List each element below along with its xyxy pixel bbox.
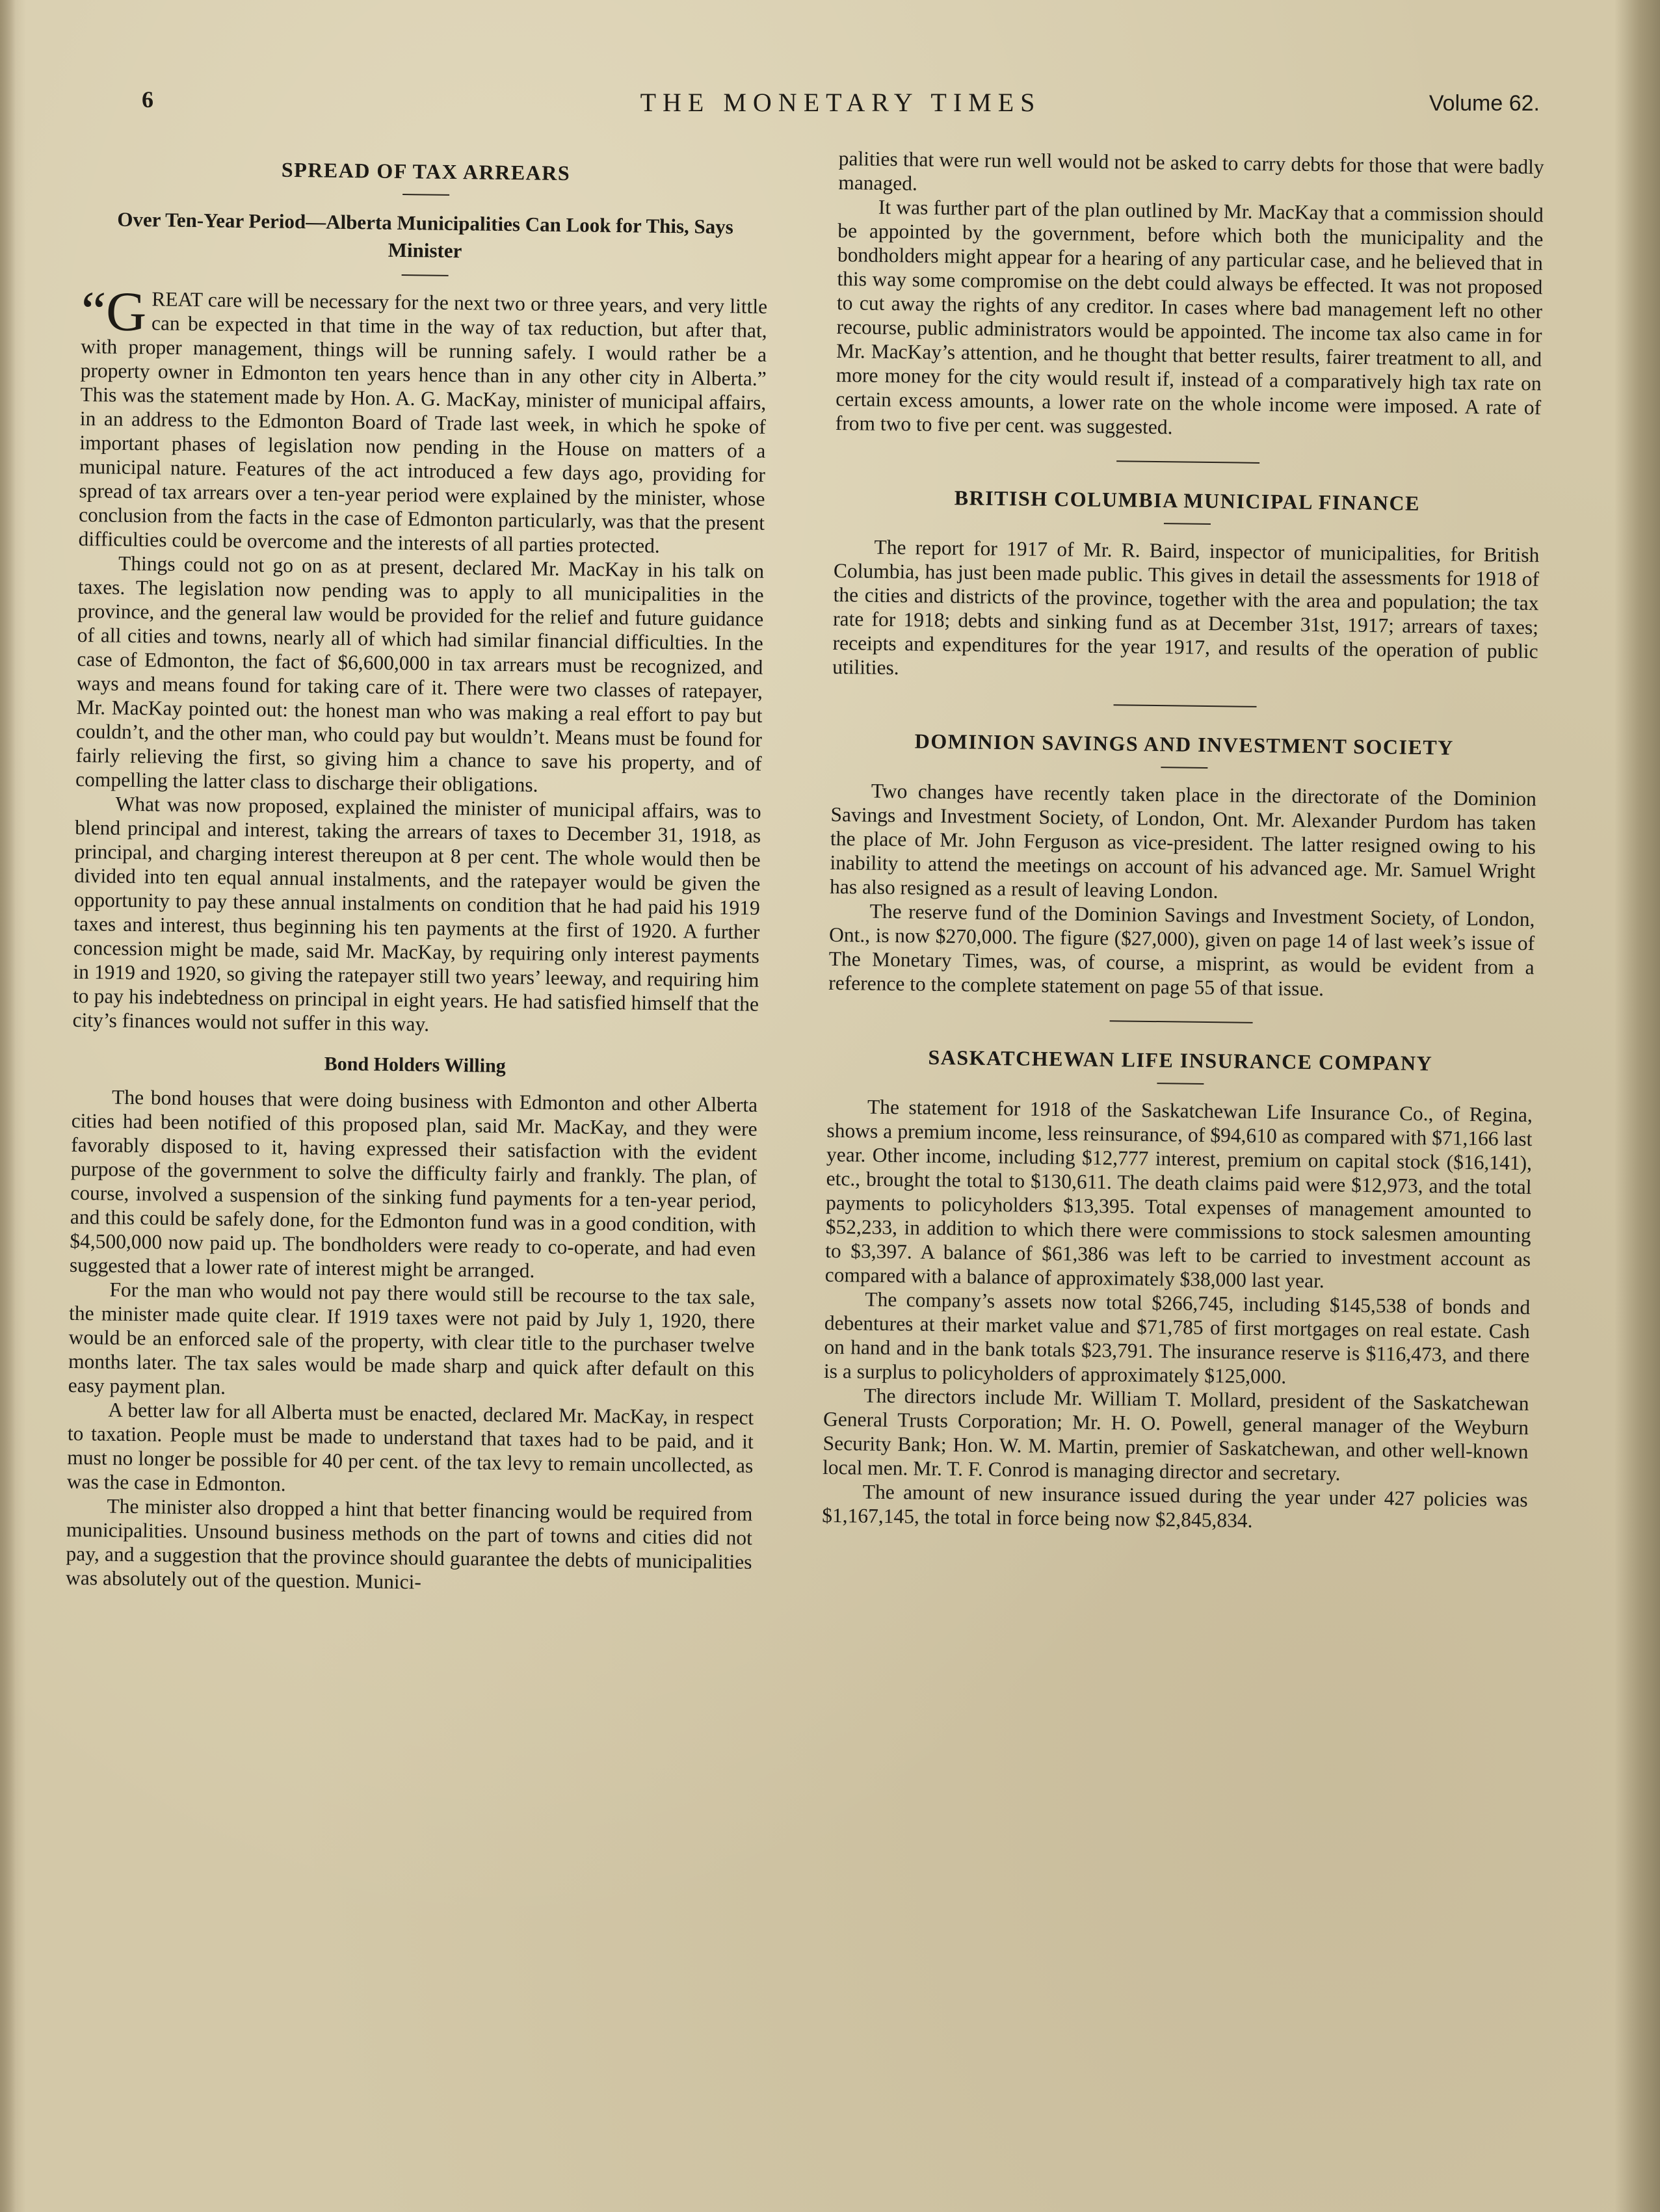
- article-paragraph: The amount of new insurance issued during the year under 427 policies was $1,167,145, the total in force being now $2,845,834.: [822, 1480, 1528, 1532]
- right-column: [822, 146, 1544, 1536]
- article-paragraph: The bond houses that were doing business with Edmonton and other Alberta cities had been notified of this proposed plan, said Mr. MacKay, and they were favorably disposed to it, having expressed their satisfaction with the evident purpose of the government to solve the difficulty fairly and frankly. The plan, of course, involved a suspension of the sinking fund payments for a ten-year period, and this could be safely done, for the Edmonton fund was in a good condition, with $4,500,000 now paid up. The bondholders were ready to co-operate, and had even suggested that a lower rate of interest might be arranged.: [69, 1085, 758, 1282]
- article-paragraph: The minister also dropped a hint that better financing would be required from municipalities. Unsound business methods on the part of towns and cities did not pay, and a suggestion that the province should guarantee the debts of municipalities was absolutely out of the question. Munici-: [65, 1494, 753, 1594]
- continued-paragraph: palities that were run well would not be asked to carry debts for those that were badly managed.: [838, 146, 1544, 195]
- headline-rule: [1161, 767, 1207, 769]
- article-paragraph: Things could not go on as at present, declared Mr. MacKay in his talk on taxes. The legislation now pending was to apply to all municipalities in the province, and the general law would be provided for the relief and future guidance of all cities and towns, nearly all of which had similar financial difficulties. In the case of Edmonton, the fact of $6,600,000 in tax arrears must be recognized, and ways and means found for taking care of it. There were two classes of ratepayer, Mr. MacKay pointed out: the honest man who was making a real effort to pay but couldn’t, and the other man, who could pay but wouldn’t. Means must be found for fairly relieving the first, so giving him a chance to save his property, and of compelling the latter class to discharge their obligations.: [75, 551, 765, 797]
- article-paragraph: The statement for 1918 of the Saskatchewan Life Insurance Co., of Regina, shows a premium income, less reinsurance, of $94,610 as compared with $71,166 last year. Other income, including $12,777 interest, premium on capital stock ($16,141), etc., brought the total to $130,611. The death claims paid were $12,973, and the total payments to policyholders $13,395. Total expenses of management amounted to $52,233, in addition to which there were commissions to stock salesmen amounting to $3,397. A balance of $61,386 was left to be carried to investment account as compared with a balance of approximately $38,000 last year.: [824, 1095, 1533, 1293]
- article-headline-saskatchewan-life: SASKATCHEWAN LIFE INSURANCE COMPANY: [928, 1045, 1433, 1075]
- article-separator-rule: [1113, 704, 1256, 707]
- page-gutter-shadow: [0, 0, 16, 2212]
- running-header: [142, 86, 1540, 125]
- headline-rule: [1163, 523, 1210, 525]
- page-edge-shadow: [1614, 0, 1660, 2212]
- article-subhead: Over Ten-Year Period—Alberta Municipalities Can Look for This, Says Minister: [117, 207, 734, 263]
- subhead-rule: [401, 274, 448, 276]
- headline-rule: [1157, 1083, 1204, 1085]
- article-paragraph: For the man who would not pay there would still be recourse to the tax sale, the minister made quite clear. If 1919 taxes were not paid by July 1, 1920, there would be an enforced sale of the property, with clear title to the purchaser twelve months later. The tax sales would be made sharp and quick after default on this easy payment plan.: [68, 1278, 756, 1399]
- article-paragraph: A better law for all Alberta must be enacted, declared Mr. MacKay, in respect to taxation. People must be made to understand that taxes had to be paid, and it must no longer be possible for 40 per cent. of the tax levy to remain uncollected, as was the case in Edmonton.: [66, 1398, 754, 1495]
- headline-rule: [402, 194, 449, 196]
- article-headline-dominion-savings: DOMINION SAVINGS AND INVESTMENT SOCIETY: [914, 729, 1455, 759]
- left-column: [66, 146, 769, 1598]
- continued-paragraph: It was further part of the plan outlined by Mr. MacKay that a commission should be appointed by the government, before which both the municipality and the bondholders might appear for a hearing of any particular case, and he believed that in this way some compromise on the debt could always be effected. It was not proposed to cut away the rights of any creditor. In cases where bad management left no other recourse, public administrators would be appointed. The income tax also came in for Mr. MacKay’s attention, and he thought that better results, fairer treatment to all, and more money for the city would result if, instead of a comparatively high tax rate on certain excess amounts, a lower rate on the whole income were imposed. A rate of from two to five per cent. was suggested.: [835, 195, 1544, 439]
- article-paragraph: What was now proposed, explained the minister of municipal affairs, was to blend principal and interest, taking the arrears of taxes to December 31, 1918, as principal, and charging interest thereupon at 8 per cent. The whole would then be divided into ten equal annual instalments, and the ratepayer would be given the opportunity to pay these annual instalments on condition that he had paid his 1919 taxes and interest, thus beginning his ten payments at the first of 1920. A further concession might be made, said Mr. MacKay, by requiring only interest payments in 1919 and 1920, so giving the ratepayer still two years’ leeway, and requiring him to pay his indebtedness on principal in eight years. He had satisfied himself that the city’s finances would not suffer in this way.: [72, 792, 761, 1036]
- article-paragraph: Two changes have recently taken place in the directorate of the Dominion Savings and Investment Society, of London, Ont. Mr. Alexander Purdom has taken the place of Mr. John Ferguson as vice-president. The latter resigned owing to his inability to attend the meetings on account of his advanced age. Mr. Samuel Wright has also resigned as a result of leaving London.: [829, 779, 1537, 903]
- article-paragraph: The report for 1917 of Mr. R. Baird, inspector of municipalities, for British Columbia, has just been made public. This gives in detail the assessments for 1918 of the cities and districts of the province, together with the area and population; the tax rate for 1918; debts and sinking fund as at December 31st, 1917; arrears of taxes; receipts and expenditures for the year 1917, and results of the operation of public utilities.: [832, 535, 1540, 679]
- volume-label: Volume 62.: [1429, 91, 1540, 116]
- opening-paragraph-text: REAT care will be necessary for the next two or three years, and very little can be expected in that time in the way of tax reduction, but after that, with proper management, things will be running safely. I would rather be a property owner in Edmonton ten years hence than in any other city in Alberta.” This was the statement made by Hon. A. G. MacKay, minister of municipal affairs, in an address to the Edmonton Board of Trade last week, in which he spoke of important phases of legislation now pending in the House on matters of a municipal nature. Features of the act introduced a few days ago, providing for spread of tax arrears over a ten-year period were explained by the minister, whose conclusion from the facts in the case of Edmonton particularly, was that the present difficulties could be overcome and the interests of all parties protected.: [78, 287, 768, 557]
- article-separator-rule: [1116, 460, 1259, 464]
- drop-cap: “G: [81, 279, 147, 343]
- page-number: 6: [142, 86, 153, 112]
- article-headline-tax-arrears: SPREAD OF TAX ARREARS: [281, 157, 571, 185]
- article-paragraph: The company’s assets now total $266,745, including $145,538 of bonds and debentures at their market value and $71,785 of first mortgages on real estate. Cash on hand and in the bank totals $23,791. The insurance reserve is $116,473, and there is a surplus to policyholders of approximately $125,000.: [823, 1287, 1531, 1388]
- section-heading-bond-holders: Bond Holders Willing: [324, 1053, 506, 1077]
- article-paragraph: The reserve fund of the Dominion Savings and Investment Society, of London, Ont., is now $270,000. The figure ($27,000), given on page 14 of last week’s issue of The Monetary Times, was, of course, a misprint, as would be evident from a reference to the complete statement on page 55 of that issue.: [828, 899, 1535, 1001]
- article-separator-rule: [1109, 1020, 1252, 1023]
- article-paragraph: The directors include Mr. William T. Mollard, president of the Saskatchewan General Trusts Corporation; Mr. H. O. Powell, general manager of the Weyburn Security Bank; Hon. W. M. Martin, premier of Saskatchewan, and other well-known local men. Mr. T. F. Conrod is managing director and secretary.: [822, 1384, 1529, 1485]
- article-headline-bc-finance: BRITISH COLUMBIA MUNICIPAL FINANCE: [954, 486, 1421, 515]
- journal-title: THE MONETARY TIMES: [640, 88, 1042, 117]
- opening-paragraph: [78, 279, 768, 559]
